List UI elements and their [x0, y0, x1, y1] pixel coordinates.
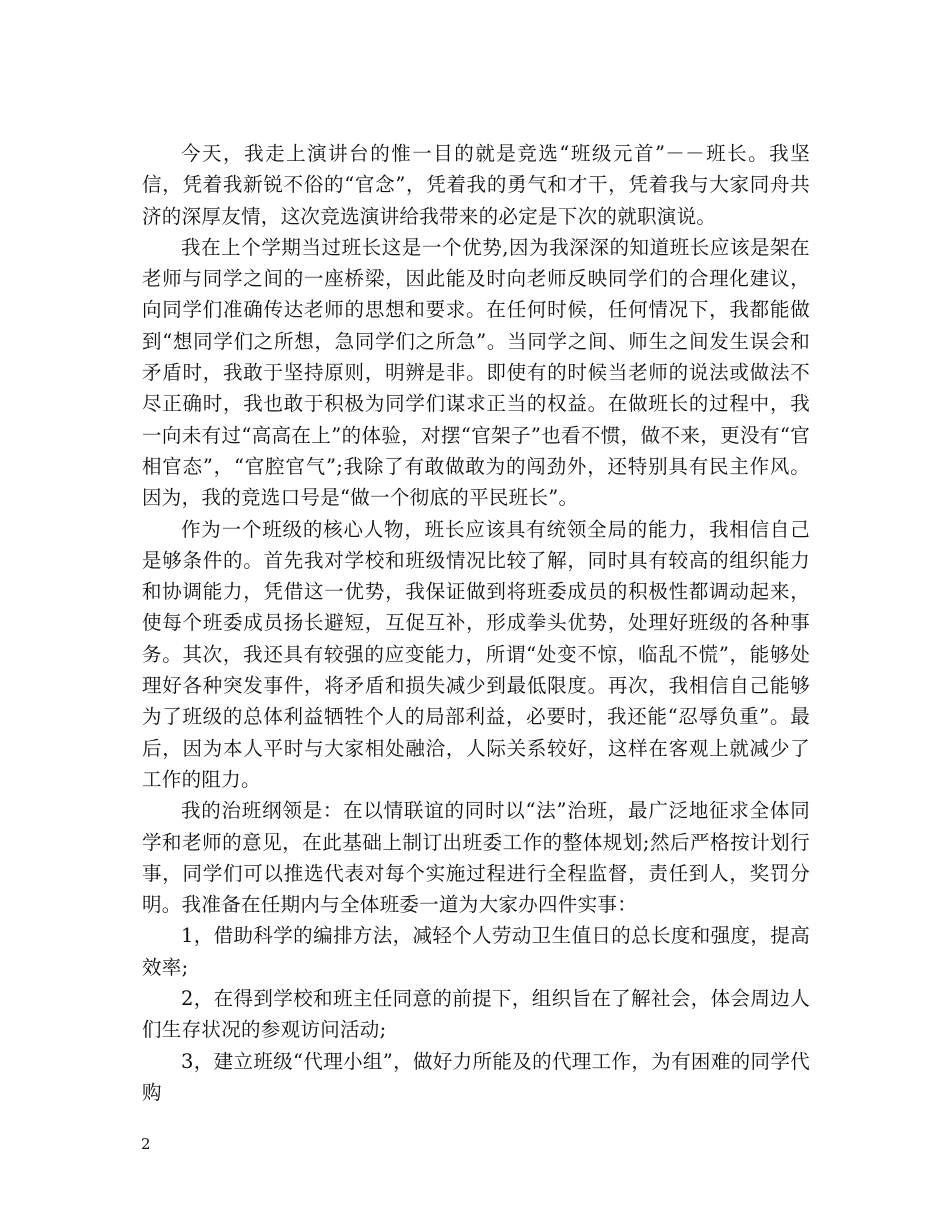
paragraph-2: 我在上个学期当过班长这是一个优势,因为我深深的知道班长应该是架在老师与同学之间的一座桥梁，因此能及时向老师反映同学们的合理化建议，向同学们准确传达老师的思想和要求。在任何时候，任何情况下，我都能做到“想同学们之所想，急同学们之所急”。当同学之间、师生之间发生误会和矛盾时，我敢于坚持原则，明辨是非。即使有的时候当老师的说法或做法不尽正确时，我也敢于积极为同学们谋求正当的权益。在做班长的过程中，我一向未有过“高高在上”的体验，对摆“官架子”也看不惯，做不来，更没有“官相官态”，“官腔官气”;我除了有敢做敢为的闯劲外，还特别具有民主作风。因为，我的竞选口号是“做一个彻底的平民班长”。 [142, 235, 810, 510]
list-item-1: 1，借助科学的编排方法，减轻个人劳动卫生值日的总长度和强度，提高效率; [142, 924, 810, 979]
paragraph-1: 今天，我走上演讲台的惟一目的就是竞选“班级元首”－－班长。我坚信，凭着我新锐不俗的“官念”，凭着我的勇气和才干，凭着我与大家同舟共济的深厚友情，这次竞选演讲给我带来的必定是下次的就职演说。 [142, 142, 810, 228]
list-item-3: 3，建立班级“代理小组”，做好力所能及的代理工作，为有困难的同学代购 [142, 1049, 810, 1104]
paragraph-4: 我的治班纲领是：在以情联谊的同时以“法”治班，最广泛地征求全体同学和老师的意见，在此基础上制订出班委工作的整体规划;然后严格按计划行事，同学们可以推选代表对每个实施过程进行全程监督，责任到人，奖罚分明。我准备在任期内与全体班委一道为大家办四件实事： [142, 799, 810, 917]
list-item-2: 2，在得到学校和班主任同意的前提下，组织旨在了解社会，体会周边人们生存状况的参观访问活动; [142, 987, 810, 1042]
paragraph-3: 作为一个班级的核心人物，班长应该具有统领全局的能力，我相信自己是够条件的。首先我对学校和班级情况比较了解，同时具有较高的组织能力和协调能力，凭借这一优势，我保证做到将班委成员的积极性都调动起来，使每个班委成员扬长避短，互促互补，形成拳头优势，处理好班级的各种事务。其次，我还具有较强的应变能力，所谓“处变不惊，临乱不慌”，能够处理好各种突发事件，将矛盾和损失减少到最低限度。再次，我相信自己能够为了班级的总体利益牺牲个人的局部利益，必要时，我还能“忍辱负重”。最后，因为本人平时与大家相处融洽，人际关系较好，这样在客观上就减少了工作的阻力。 [142, 517, 810, 791]
page-number: 2 [141, 1135, 151, 1153]
body-text [142, 138, 810, 1108]
